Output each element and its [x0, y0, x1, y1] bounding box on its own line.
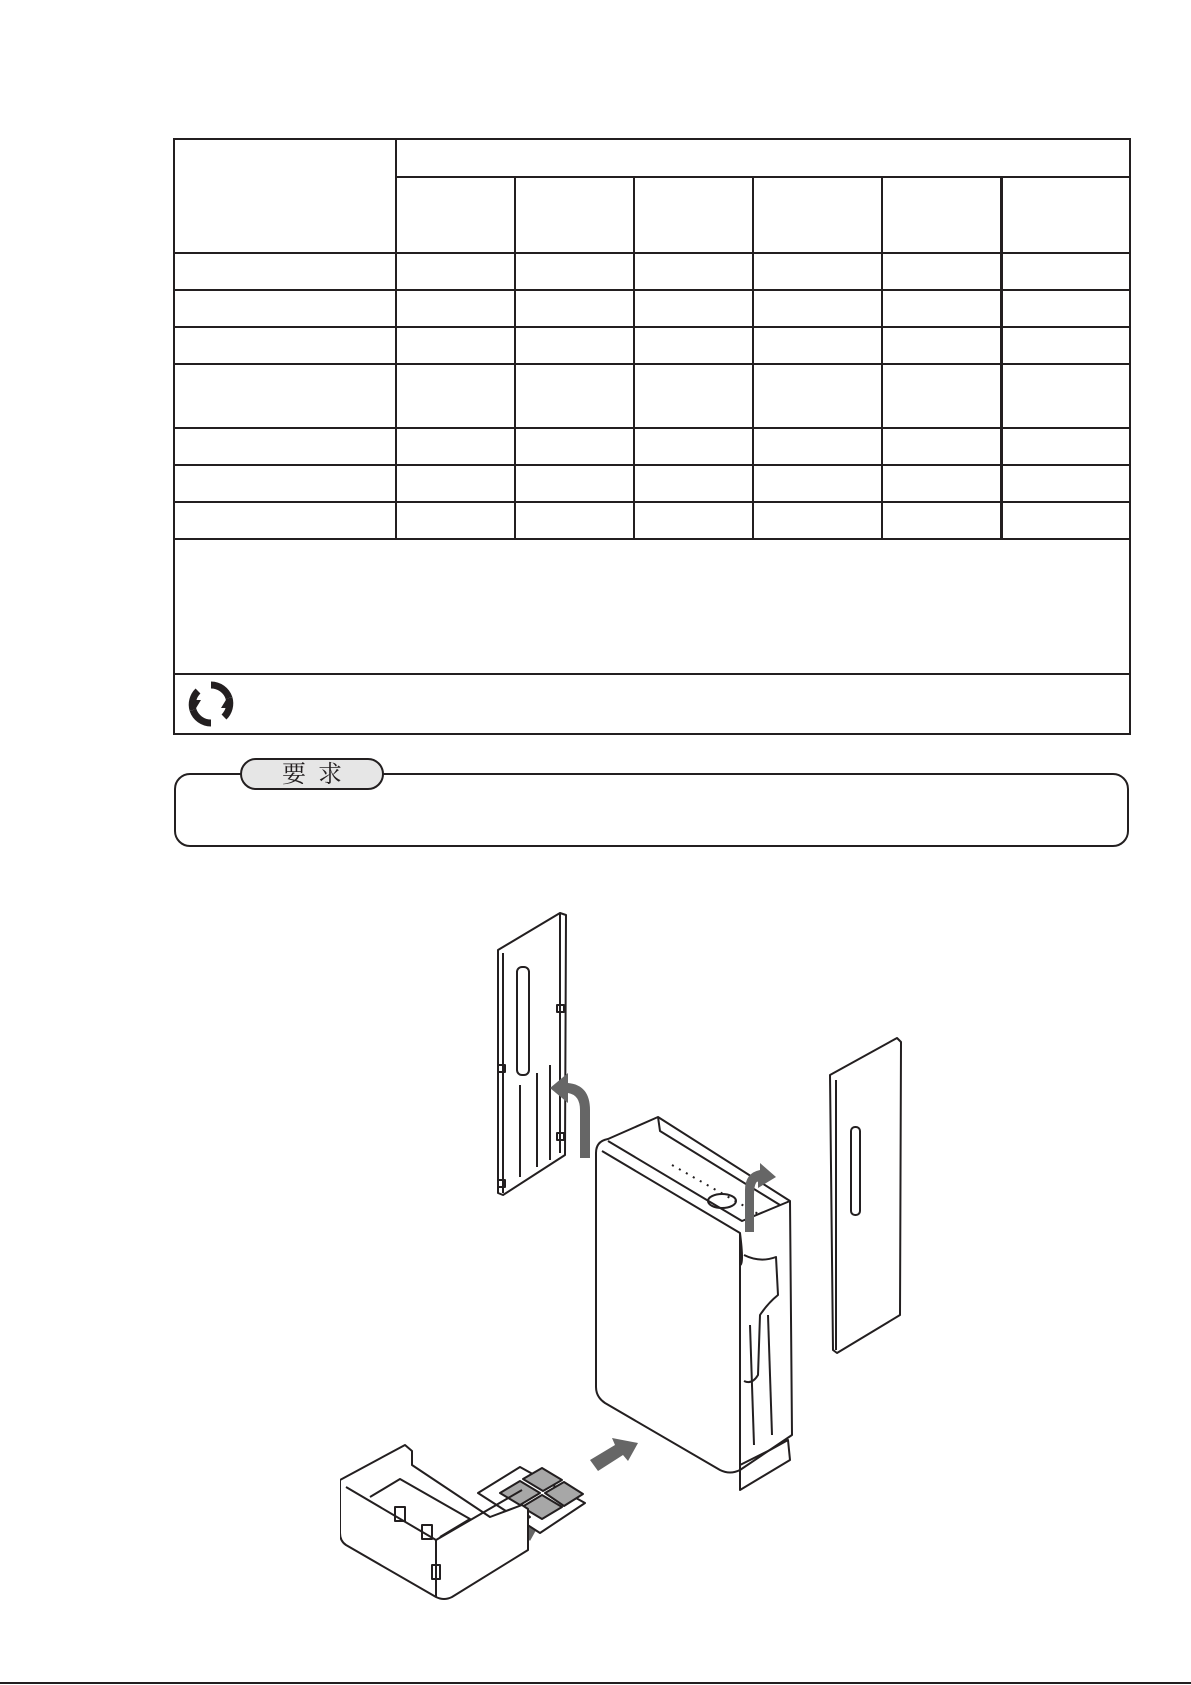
table-cell [1001, 428, 1130, 465]
table-cell [634, 428, 753, 465]
table-cell [396, 253, 515, 290]
column-header [634, 177, 753, 253]
table-cell [1001, 290, 1130, 327]
table-cell [882, 290, 1001, 327]
table-row [174, 502, 1130, 539]
table-row [174, 253, 1130, 290]
part-name-header [174, 139, 396, 253]
column-header [753, 177, 882, 253]
row-label [174, 327, 396, 364]
table-cell [515, 502, 634, 539]
row-label [174, 465, 396, 502]
bottom-cover [340, 1445, 528, 1599]
table-cell [882, 428, 1001, 465]
table-cell [753, 428, 882, 465]
recycle-row [174, 674, 1130, 734]
table-cell [753, 253, 882, 290]
table-cell [753, 465, 882, 502]
table-cell [396, 428, 515, 465]
table-cell [515, 428, 634, 465]
table-cell [882, 327, 1001, 364]
row-label [174, 502, 396, 539]
table-row [174, 290, 1130, 327]
table-cell [396, 327, 515, 364]
table-cell [882, 502, 1001, 539]
table-cell [882, 253, 1001, 290]
column-header [396, 177, 515, 253]
table-cell [515, 290, 634, 327]
table-row [174, 364, 1130, 428]
table-cell [1001, 327, 1130, 364]
table-cell [396, 465, 515, 502]
recycle-icon [185, 678, 237, 730]
table-cell [753, 502, 882, 539]
table-row [174, 428, 1130, 465]
row-label [174, 428, 396, 465]
table-cell [515, 465, 634, 502]
table-cell [1001, 253, 1130, 290]
column-header [515, 177, 634, 253]
table-cell [515, 364, 634, 428]
table-notes [174, 539, 1130, 674]
page-bottom-rule [0, 1682, 1191, 1684]
table-cell [634, 290, 753, 327]
row-label [174, 364, 396, 428]
table-cell [634, 253, 753, 290]
table-cell [882, 364, 1001, 428]
requirement-tag: 要求 [240, 758, 384, 790]
substance-group-header [396, 139, 1130, 177]
row-label [174, 290, 396, 327]
table-cell [634, 364, 753, 428]
table-cell [515, 253, 634, 290]
table-row [174, 327, 1130, 364]
table-cell [753, 290, 882, 327]
right-side-panel [830, 1038, 901, 1353]
table-cell [1001, 502, 1130, 539]
table-cell [634, 327, 753, 364]
column-header [1001, 177, 1130, 253]
disassembly-illustration [340, 905, 920, 1635]
row-label [174, 253, 396, 290]
table-cell [882, 465, 1001, 502]
table-cell [634, 465, 753, 502]
table-cell [396, 364, 515, 428]
table-row [174, 465, 1130, 502]
table-cell [1001, 364, 1130, 428]
table-cell [515, 327, 634, 364]
left-side-panel [498, 913, 566, 1195]
table-cell [753, 327, 882, 364]
table-cell [753, 364, 882, 428]
column-header [882, 177, 1001, 253]
table-cell [634, 502, 753, 539]
table-cell [396, 290, 515, 327]
hazardous-substance-table [173, 138, 1131, 735]
table-cell [1001, 465, 1130, 502]
table-cell [396, 502, 515, 539]
